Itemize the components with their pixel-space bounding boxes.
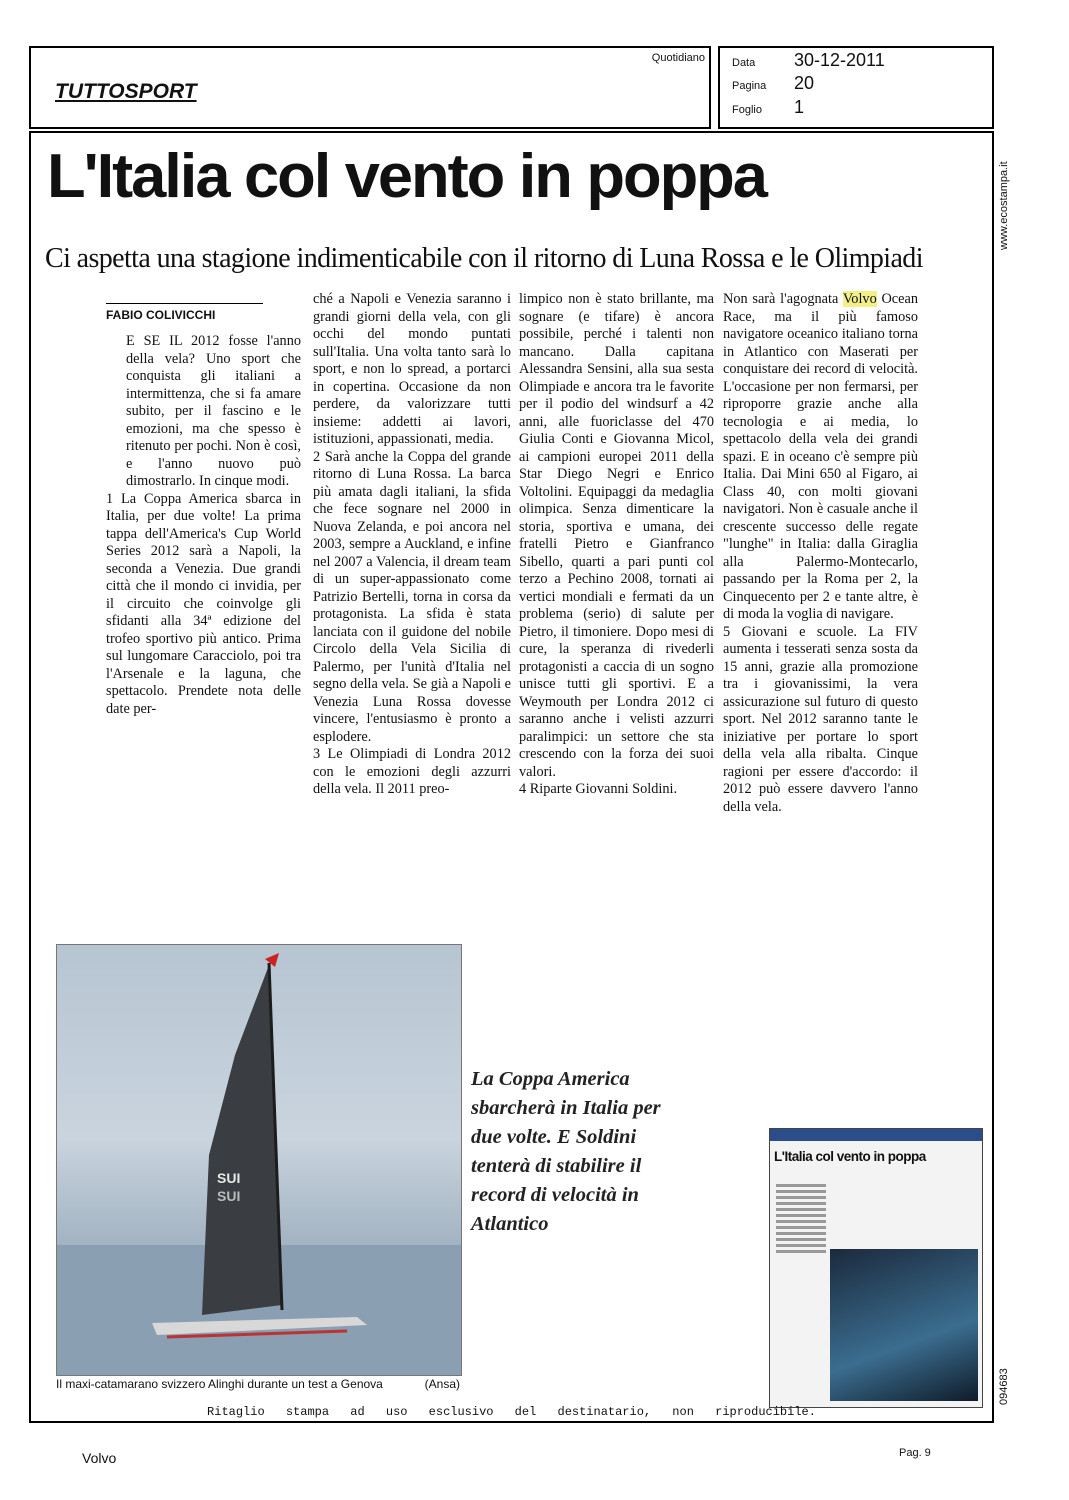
footer-keyword: Volvo <box>82 1450 117 1466</box>
thumbnail-title: L'Italia col vento in poppa <box>774 1149 926 1164</box>
pull-quote: La Coppa America sbarcherà in Italia per due volte. E Soldini tenterà di stabilire il record di velocità in Atlantico <box>471 1068 661 1235</box>
article-subtitle: Ci aspetta una stagione indimenticabile con il ritorno di Luna Rossa e le Olimpiadi <box>45 243 923 274</box>
publication-type: Quotidiano <box>651 52 705 64</box>
side-code-text: 094683 <box>998 1368 1010 1405</box>
caption-text: Il maxi-catamarano svizzero Alinghi durante un test a Genova <box>56 1377 383 1391</box>
photo-credit: (Ansa) <box>424 1377 460 1391</box>
column-3-para-2: 4 Riparte Giovanni Soldini. <box>519 781 678 797</box>
thumbnail-text-lines <box>776 1184 826 1256</box>
thumbnail-header-bar <box>770 1129 982 1141</box>
masthead-flag <box>265 953 279 967</box>
newspaper-logo: TUTTOSPORT <box>55 80 197 103</box>
column-3 <box>519 291 714 799</box>
date-row <box>732 50 885 71</box>
sailboat-illustration <box>57 945 461 1375</box>
column-2-para-1: ché a Napoli e Venezia saranno i grandi giorni della vela, con gli occhi del mondo puntati sull'Italia. Una volta tanto sarà lo sport, e non lo spread, a portarci in copertina. Occasione da non perdere, da valorizzare tutti insieme: addetti ai lavori, istituzioni, appassionati, media. <box>313 291 511 447</box>
page-thumbnail <box>769 1128 983 1408</box>
header-meta-panel <box>718 46 994 129</box>
date-value: 30-12-2011 <box>794 50 885 70</box>
sheet-label: Foglio <box>732 104 762 116</box>
page-label: Pagina <box>732 80 767 92</box>
column-4 <box>723 291 918 816</box>
date-label: Data <box>732 57 756 69</box>
page-value: 20 <box>794 73 815 93</box>
page-row <box>732 73 814 94</box>
sheet-value: 1 <box>794 97 805 117</box>
highlighted-keyword: Volvo <box>842 291 877 307</box>
disclaimer: Ritaglio stampa ad uso esclusivo del destinatario, non riproducibile. <box>207 1405 816 1419</box>
sail-number-2: SUI <box>217 1188 241 1204</box>
column-2 <box>313 291 511 799</box>
column-3-para-1: limpico non è stato brillante, ma sognare (e tifare) è ancora possibile, perché i talenti non mancano. Dalla capitana Alessandra Sensini, alla sua sesta Olimpiade e ancora tra le favorite per il podio del windsurf a 42 anni, alle fuoriclasse del 470 Giulia Conti e Giovanna Micol, ai campioni europei 2011 della Star Diego Negri e Enrico Voltolini. Equipaggi da medaglia olimpica. Senza dimenticare la storia, sportiva e umana, dei fratelli Pietro e Gianfranco Sibello, quarti a pari punti col terzo a Pechino 2008, tornati ai vertici mondiali e fermati da un problema (serio) di salute per Pietro, il timoniere. Dopo mesi di cure, la speranza di rivederli protagonisti a caccia di un sogno unisce tutti gli sportivi. E a Weymouth per Londra 2012 ci saranno anche i velisti azzurri paralimpici: un settore che sta crescendo con la forza dei suoi valori. <box>519 291 714 780</box>
sheet-row <box>732 97 804 118</box>
article-title: L'Italia col vento in poppa <box>47 142 766 211</box>
column-1-para-1: E SE IL 2012 fosse l'anno della vela? Uno sport che conquista gli italiani a intermittenza, che si fa amare subito, per il fascino e le emozioni, ma che spesso è ritenuto per pochi. Non è così, e l'anno nuovo può dimostrarlo. In cinque modi. <box>126 333 301 489</box>
catamaran-photo <box>56 944 462 1376</box>
column-4-para-2: 5 Giovani e scuole. La FIV aumenta i tesserati senza sosta da 15 anni, grazie alla promozione tra i giovanissimi, la vera assicurazione sul futuro di questo sport. Nel 2012 saranno tante le iniziative per portare lo sport della vela alla ribalta. Cinque ragioni per essere d'accordo: il 2012 può essere davvero l'anno della vela. <box>723 623 918 815</box>
column-1-para-2: 1 La Coppa America sbarca in Italia, per due volte! La prima tappa dell'America's Cup World Series 2012 sarà a Napoli, la seconda a Venezia. Due grandi città che il mondo ci invidia, per il circuito che coinvolge gli sfidanti alla 34ª edizione del trofeo sportivo più antico. Prima sul lungomare Caracciolo, poi tra l'Arsenale e la laguna, che spettacolo. Prendete nota delle date per- <box>106 490 301 717</box>
column-2-para-3: 3 Le Olimpiadi di Londra 2012 con le emozioni degli azzurri della vela. Il 2011 preo- <box>313 746 511 797</box>
column-4-para-1 <box>723 291 918 624</box>
article-clipping <box>29 131 994 1423</box>
header-left-panel <box>29 46 711 129</box>
column-4-text-a: Non sarà l'agognata <box>723 291 843 307</box>
side-url <box>998 150 1012 250</box>
photo-caption <box>56 1374 460 1391</box>
side-url-text: www.ecostampa.it <box>998 161 1010 250</box>
column-1 <box>106 333 301 718</box>
side-code <box>998 1345 1012 1405</box>
footer-page-number: Pag. 9 <box>899 1447 931 1459</box>
sail-number-1: SUI <box>217 1170 241 1186</box>
thumbnail-advertisement <box>830 1249 978 1401</box>
column-4-text-b: Ocean Race, ma il più famoso navigatore oceanico italiano torna in Atlantico con Maserati per conquistare dei record di velocità. L'occasione per non fermarsi, per riproporre grazie anche alla tecnologia e ai media, lo spettacolo della vela dei grandi spazi. E in oceano c'è sempre più Italia. Dai Mini 650 al Figaro, ai Class 40, con molti giovani navigatori. Non è casuale anche il crescente successo delle regate "lunghe" in Italia: dalla Giraglia alla Palermo-Montecarlo, passando per la Roma per 2, la Cinquecento per 2 e tante altre, è di moda la voglia di navigare. <box>723 291 918 622</box>
byline: FABIO COLIVICCHI <box>106 303 263 322</box>
column-2-para-2: 2 Sarà anche la Coppa del grande ritorno di Luna Rossa. La barca più amata dagli italiani, la sfida che fece sognare nel 2000 in Nuova Zelanda, e poi ancora nel 2003, sempre a Auckland, e infine nel 2007 a Valencia, il dream team di un super-appassionato come Patrizio Bertelli, torna in corsa da protagonista. La sfida è stata lanciata con il guidone del nobile Circolo della Vela Sicilia di Palermo, per l'unità d'Italia nel segno della vela. Se già a Napoli e Venezia Luna Rossa dovesse vincere, l'entusiasmo è pronto a esplodere. <box>313 448 511 745</box>
